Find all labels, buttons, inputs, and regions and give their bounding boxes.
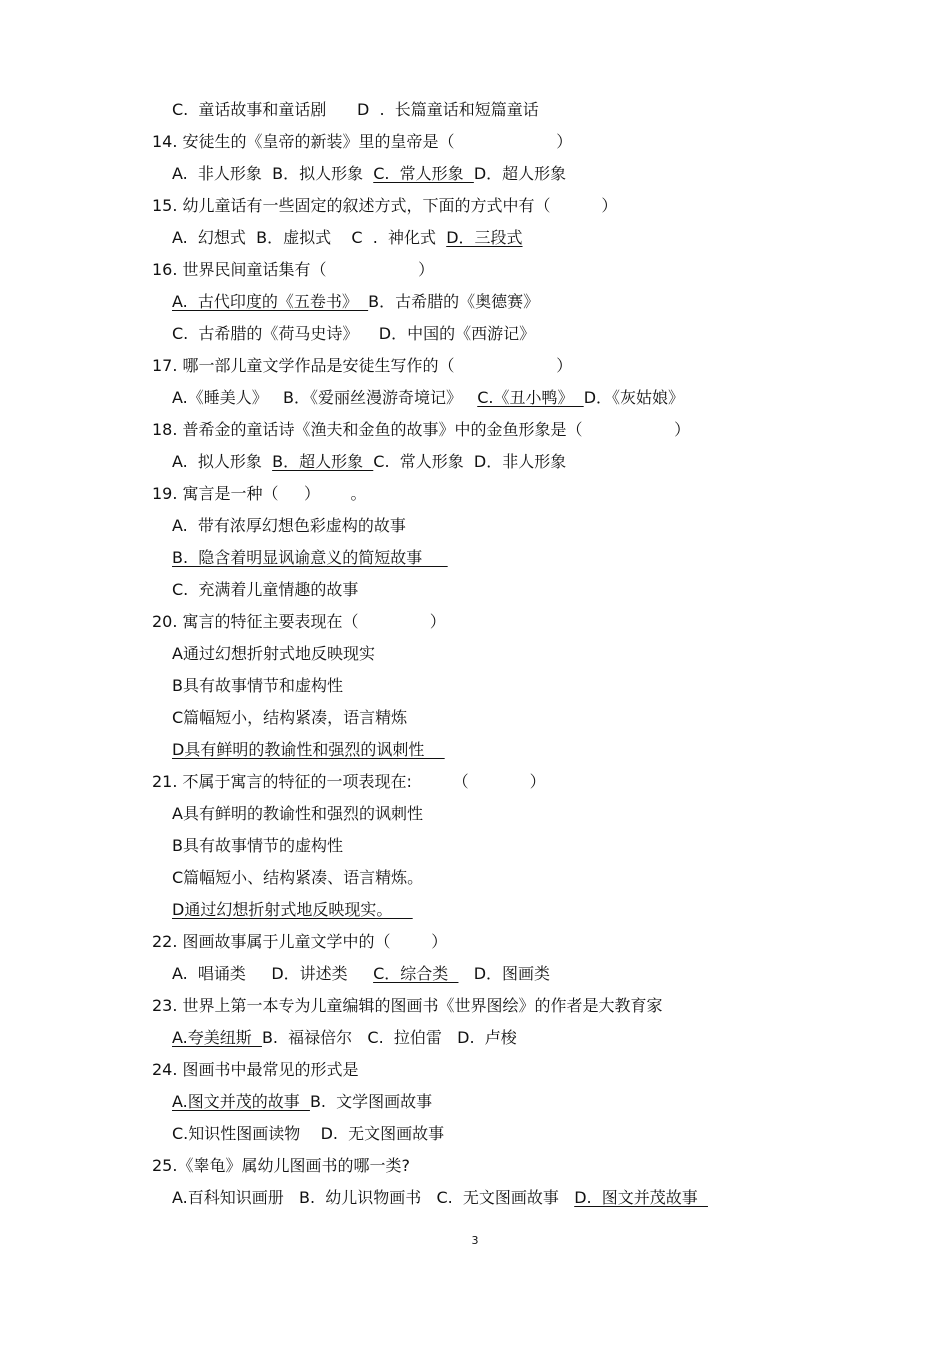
text-line bbox=[172, 1026, 517, 1050]
text-line bbox=[172, 322, 535, 346]
line-text: 25.《睾龟》属幼儿图画书的哪一类? bbox=[152, 1156, 410, 1175]
answer-text: C. 常人形象 bbox=[373, 164, 474, 183]
text-line bbox=[152, 1154, 410, 1178]
text-line bbox=[172, 1186, 708, 1210]
page-number: 3 bbox=[471, 1234, 479, 1247]
text-line bbox=[152, 994, 663, 1018]
line-text: A. 唱诵类 D．讲述类 bbox=[172, 964, 374, 983]
text-line bbox=[172, 1090, 432, 1114]
line-text: 16. 世界民间童话集有（ ） bbox=[152, 260, 435, 279]
line-text: C. 古希腊的《荷马史诗》 D．中国的《西游记》 bbox=[172, 324, 536, 343]
text-line bbox=[172, 98, 539, 122]
line-text: A.《睡美人》 B．《爱丽丝漫游奇境记》 bbox=[172, 388, 478, 407]
line-text: A. 拟人形象 bbox=[172, 452, 273, 471]
line-text: C篇幅短小，结构紧凑，语言精炼 bbox=[172, 708, 408, 727]
line-text: B. 文学图画故事 bbox=[309, 1092, 433, 1111]
line-text: B具有故事情节的虚构性 bbox=[172, 836, 343, 855]
line-text: 15. 幼儿童话有一些固定的叙述方式，下面的方式中有（ ） bbox=[152, 196, 618, 215]
text-line bbox=[152, 770, 546, 794]
line-text: D．图画类 bbox=[458, 964, 551, 983]
text-line bbox=[172, 706, 407, 730]
line-text: C. 常人形象 D．非人形象 bbox=[373, 452, 567, 471]
answer-text: D．三段式 bbox=[446, 228, 523, 247]
answer-text: C．综合类 bbox=[373, 964, 459, 983]
line-text: C. 童话故事和童话剧 D . 长篇童话和短篇童话 bbox=[172, 100, 539, 119]
answer-text: B．超人形象 bbox=[272, 452, 374, 471]
line-text: 23. 世界上第一本专为儿童编辑的图画书《世界图绘》的作者是大教育家 bbox=[152, 996, 663, 1015]
line-text: A.百科知识画册 B. 幼儿识物画书 C. 无文图画故事 bbox=[172, 1188, 575, 1207]
answer-text: A.图文并茂的故事 bbox=[172, 1092, 310, 1111]
text-line bbox=[172, 866, 423, 890]
answer-text: D具有鲜明的教谕性和强烈的讽刺性 bbox=[172, 740, 445, 759]
text-line bbox=[172, 738, 445, 762]
text-line bbox=[152, 354, 572, 378]
line-text: 19. 寓言是一种（ ） 。 bbox=[152, 484, 367, 503]
line-text: A具有鲜明的教谕性和强烈的讽刺性 bbox=[172, 804, 423, 823]
line-text: A通过幻想折射式地反映现实 bbox=[172, 644, 375, 663]
line-text: A. 幻想式 B．虚拟式 C . 神化式 bbox=[172, 228, 447, 247]
line-text: 20. 寓言的特征主要表现在（ ） bbox=[152, 612, 446, 631]
line-text: B. 福禄倍尔 C. 拉伯雷 D. 卢梭 bbox=[261, 1028, 517, 1047]
answer-text: A. 古代印度的《五卷书》 bbox=[172, 292, 369, 311]
text-line bbox=[152, 194, 617, 218]
line-text: D．超人形象 bbox=[473, 164, 567, 183]
text-line bbox=[152, 1058, 359, 1082]
text-line bbox=[172, 1122, 444, 1146]
text-line bbox=[152, 258, 434, 282]
line-text: D．《灰姑娘》 bbox=[583, 388, 685, 407]
text-line bbox=[172, 386, 684, 410]
line-text: B．古希腊的《奥德赛》 bbox=[368, 292, 540, 311]
text-line bbox=[172, 962, 550, 986]
line-text: B具有故事情节和虚构性 bbox=[172, 676, 343, 695]
text-line bbox=[172, 546, 448, 570]
line-text: 17. 哪一部儿童文学作品是安徒生写作的（ ） bbox=[152, 356, 573, 375]
line-text: 18. 普希金的童话诗《渔夫和金鱼的故事》中的金鱼形象是（ ） bbox=[152, 420, 691, 439]
line-text: A. 带有浓厚幻想色彩虚构的故事 bbox=[172, 516, 406, 535]
text-line bbox=[172, 674, 343, 698]
text-line bbox=[172, 226, 523, 250]
text-line bbox=[172, 898, 413, 922]
answer-text: C.《丑小鸭》 bbox=[477, 388, 584, 407]
text-line bbox=[172, 642, 375, 666]
text-line bbox=[152, 610, 446, 634]
text-line bbox=[172, 514, 406, 538]
line-text: 24. 图画书中最常见的形式是 bbox=[152, 1060, 359, 1079]
line-text: C.知识性图画读物 D. 无文图画故事 bbox=[172, 1124, 445, 1143]
text-line bbox=[172, 162, 566, 186]
line-text: 21. 不属于寓言的特征的一项表现在: （ ） bbox=[152, 772, 546, 791]
answer-text: A.夸美纽斯 bbox=[172, 1028, 262, 1047]
text-line bbox=[152, 482, 366, 506]
text-line bbox=[172, 802, 423, 826]
text-line bbox=[152, 130, 572, 154]
line-text: C. 充满着儿童情趣的故事 bbox=[172, 580, 359, 599]
line-text: A. 非人形象 B．拟人形象 bbox=[172, 164, 374, 183]
answer-text: D通过幻想折射式地反映现实。 bbox=[172, 900, 413, 919]
text-line bbox=[172, 290, 539, 314]
text-line bbox=[172, 834, 343, 858]
answer-text: B. 隐含着明显讽谕意义的简短故事 bbox=[172, 548, 448, 567]
line-text: 14. 安徒生的《皇帝的新装》里的皇帝是（ ） bbox=[152, 132, 573, 151]
text-line bbox=[172, 578, 358, 602]
line-text: C篇幅短小、结构紧凑、语言精炼。 bbox=[172, 868, 424, 887]
text-line bbox=[172, 450, 566, 474]
line-text: 22. 图画故事属于儿童文学中的（ ） bbox=[152, 932, 448, 951]
text-line bbox=[152, 418, 690, 442]
text-line bbox=[152, 930, 447, 954]
answer-text: D. 图文并茂故事 bbox=[574, 1188, 708, 1207]
